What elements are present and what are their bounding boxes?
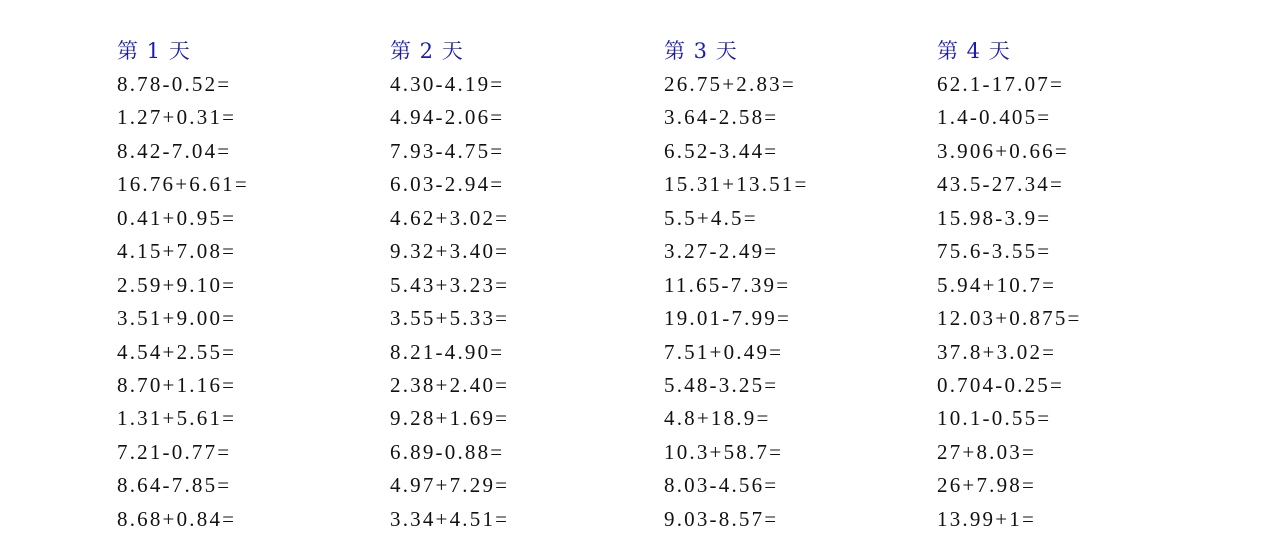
- problem-item: 10.1-0.55=: [937, 406, 1052, 431]
- problem-item: 8.64-7.85=: [117, 473, 232, 498]
- problem-item: 62.1-17.07=: [937, 72, 1065, 96]
- day-1-column: [117, 34, 377, 536]
- problem-item: 4.8+18.9=: [664, 406, 771, 431]
- day-4-column: [937, 34, 1197, 536]
- problem-item: 3.51+9.00=: [117, 306, 237, 331]
- problem-item: 5.5+4.5=: [664, 205, 758, 230]
- problem-item: 19.01-7.99=: [664, 306, 792, 331]
- problem-item: 11.65-7.39=: [664, 272, 791, 297]
- problem-item: 3.55+5.33=: [390, 306, 510, 331]
- problem-item: 6.52-3.44=: [664, 138, 779, 163]
- problem-item: 43.5-27.34=: [937, 172, 1065, 197]
- problem-item: 26.75+2.83=: [664, 72, 796, 96]
- problem-item: 15.98-3.9=: [937, 205, 1052, 230]
- problem-item: 3.34+4.51=: [390, 506, 510, 531]
- day-2-problem-list: [390, 68, 650, 536]
- problem-item: 4.97+7.29=: [390, 473, 510, 498]
- problem-item: 4.62+3.02=: [390, 205, 510, 230]
- problem-item: 2.38+2.40=: [390, 372, 510, 397]
- day-3-problem-list: [664, 68, 924, 536]
- problem-item: 7.21-0.77=: [117, 439, 232, 464]
- problem-item: 10.3+58.7=: [664, 439, 784, 464]
- problem-item: 9.28+1.69=: [390, 406, 510, 431]
- day-4-title: 第 4 天: [937, 39, 1011, 63]
- problem-item: 3.906+0.66=: [937, 138, 1069, 163]
- problem-item: 1.4-0.405=: [937, 105, 1052, 130]
- problem-item: 75.6-3.55=: [937, 239, 1052, 264]
- problem-item: 2.59+9.10=: [117, 272, 237, 297]
- problem-item: 5.43+3.23=: [390, 272, 510, 297]
- problem-item: 16.76+6.61=: [117, 172, 249, 197]
- day-4-problem-list: [937, 68, 1197, 536]
- problem-item: 8.68+0.84=: [117, 506, 237, 531]
- problem-item: 9.32+3.40=: [390, 239, 510, 264]
- problem-item: 26+7.98=: [937, 473, 1037, 498]
- day-3-title: 第 3 天: [664, 39, 738, 63]
- problem-item: 6.89-0.88=: [390, 439, 505, 464]
- problem-item: 8.21-4.90=: [390, 339, 505, 364]
- problem-item: 4.94-2.06=: [390, 105, 505, 130]
- problem-item: 4.15+7.08=: [117, 239, 237, 264]
- problem-item: 8.78-0.52=: [117, 72, 232, 96]
- problem-item: 0.704-0.25=: [937, 372, 1065, 397]
- problem-item: 8.03-4.56=: [664, 473, 779, 498]
- problem-item: 13.99+1=: [937, 506, 1037, 531]
- problem-item: 0.41+0.95=: [117, 205, 237, 230]
- problem-item: 37.8+3.02=: [937, 339, 1057, 364]
- day-2-column: [390, 34, 650, 536]
- day-3-column: [664, 34, 924, 536]
- problem-item: 4.30-4.19=: [390, 72, 505, 96]
- problem-item: 1.27+0.31=: [117, 105, 237, 130]
- problem-item: 7.93-4.75=: [390, 138, 505, 163]
- problem-item: 27+8.03=: [937, 439, 1037, 464]
- problem-item: 8.42-7.04=: [117, 138, 232, 163]
- problem-item: 8.70+1.16=: [117, 372, 237, 397]
- problem-item: 15.31+13.51=: [664, 172, 809, 197]
- problem-item: 4.54+2.55=: [117, 339, 237, 364]
- day-1-title: 第 1 天: [117, 39, 191, 63]
- problem-item: 3.64-2.58=: [664, 105, 779, 130]
- problem-item: 5.48-3.25=: [664, 372, 779, 397]
- problem-item: 9.03-8.57=: [664, 506, 779, 531]
- problem-item: 7.51+0.49=: [664, 339, 784, 364]
- problem-item: 6.03-2.94=: [390, 172, 505, 197]
- day-1-problem-list: [117, 68, 377, 536]
- problem-item: 12.03+0.875=: [937, 306, 1082, 331]
- problem-item: 5.94+10.7=: [937, 272, 1057, 297]
- day-2-title: 第 2 天: [390, 39, 464, 63]
- problem-item: 1.31+5.61=: [117, 406, 237, 431]
- problem-item: 3.27-2.49=: [664, 239, 779, 264]
